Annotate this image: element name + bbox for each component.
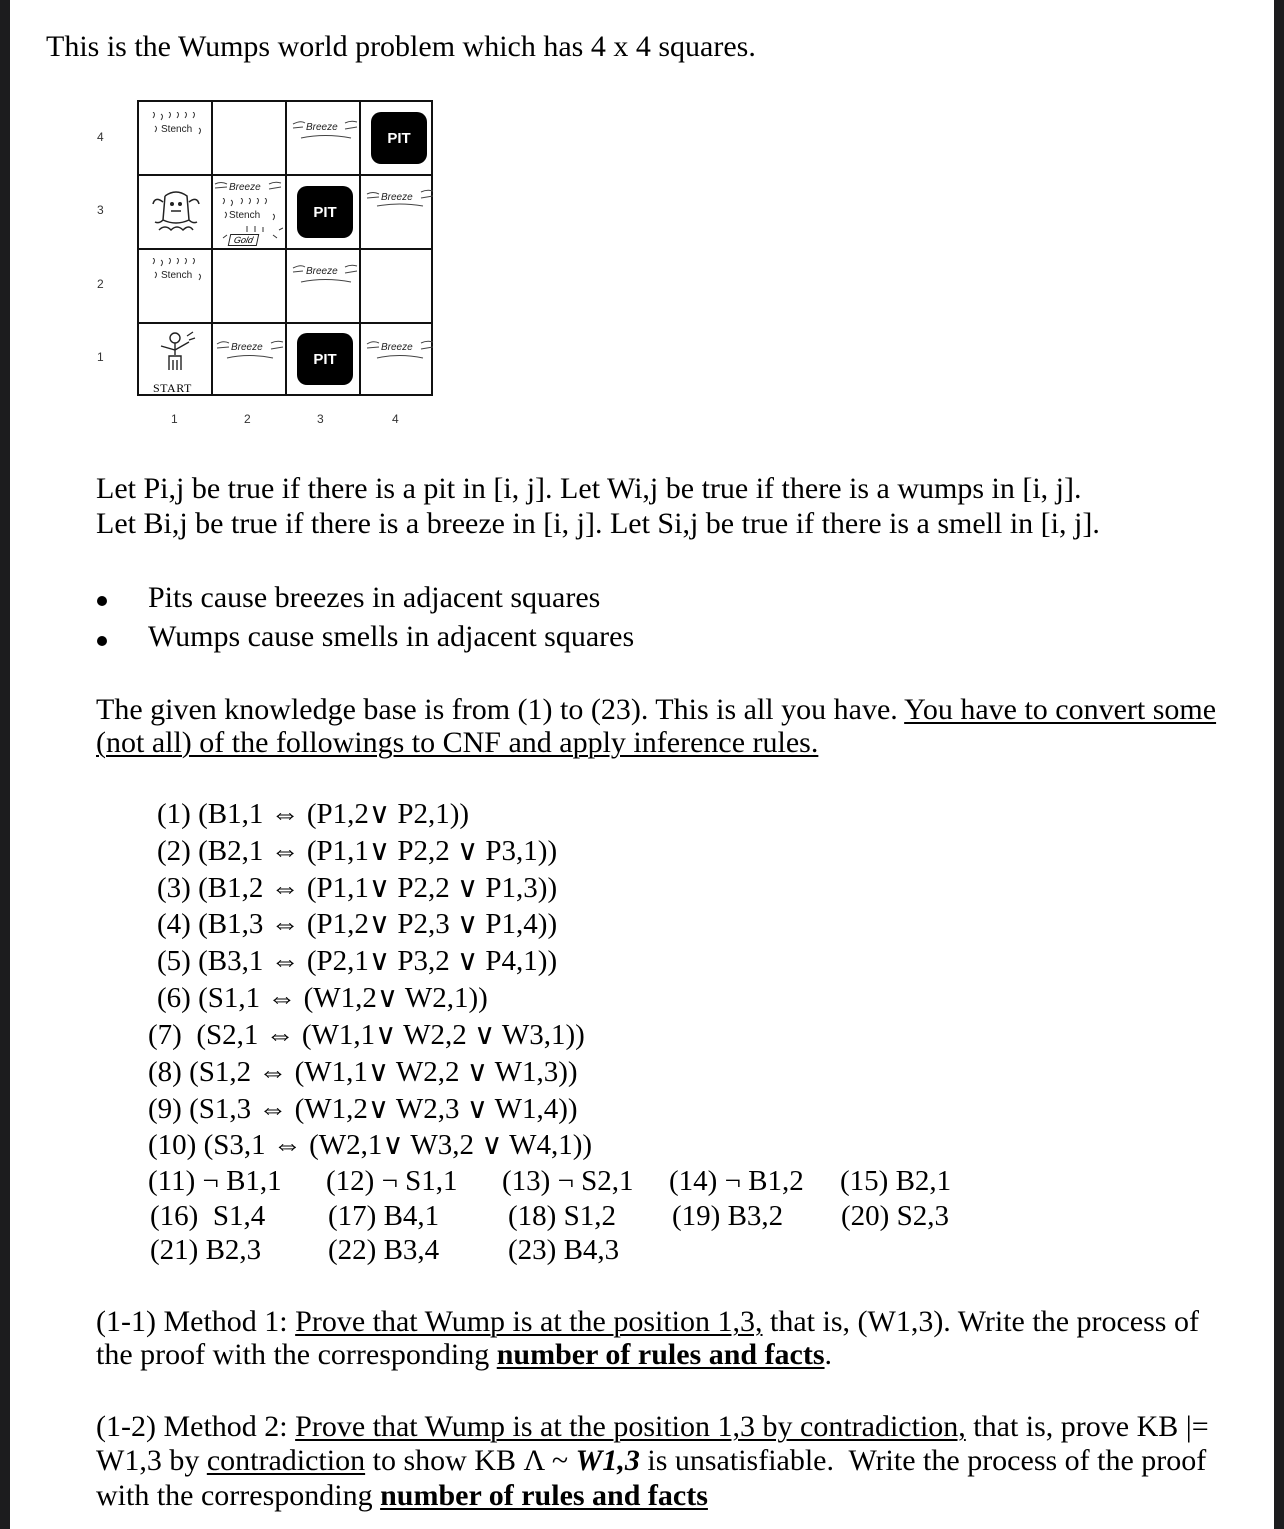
stench-wave-icon	[147, 112, 209, 138]
bullet-dot	[97, 596, 107, 606]
breeze-wave-icon	[365, 336, 435, 362]
start-label: START	[153, 381, 192, 395]
method2-l2a: W1,3 by	[96, 1444, 207, 1477]
rule-6: (6) (S1,1 ⇔ (W1,2∨ W2,1))	[157, 982, 488, 1014]
fact-17: (17) B4,1	[328, 1200, 440, 1232]
col-label: 1	[171, 412, 178, 426]
kb-intro-line2: (not all) of the followings to CNF and apply inference rules.	[96, 726, 819, 759]
row-label: 4	[97, 130, 104, 144]
bullet-text: Pits cause breezes in adjacent squares	[148, 581, 601, 614]
fact-16: (16) S1,4	[150, 1200, 266, 1232]
method2-l3-plain: with the corresponding	[96, 1479, 381, 1512]
method2-mid: that is, prove KB |=	[965, 1410, 1209, 1443]
intro-text: This is the Wumps world problem which has 4 x 4 squares.	[46, 30, 756, 63]
rule-8: (8) (S1,2 ⇔ (W1,1∨ W2,2 ∨ W1,3))	[148, 1056, 578, 1088]
rule-10: (10) (S3,1 ⇔ (W2,1∨ W3,2 ∨ W4,1))	[148, 1129, 593, 1161]
stench-wave-icon	[147, 258, 209, 284]
pit-3-3: PIT	[297, 186, 353, 238]
breeze-label: Breeze	[306, 266, 338, 277]
fact-20: (20) S2,3	[841, 1200, 949, 1232]
grid-line	[139, 174, 431, 176]
definition-line: Let Bi,j be true if there is a breeze in [i, j]. Let Si,j be true if there is a smell in [i, j].	[96, 507, 1100, 540]
method1-underlined: Prove that Wump is at the position 1,3,	[295, 1305, 763, 1338]
gold-label: Gold	[228, 234, 260, 246]
breeze-label: Breeze	[381, 342, 413, 353]
fact-18: (18) S1,2	[508, 1200, 616, 1232]
method2-contradiction: contradiction	[206, 1444, 366, 1477]
fact-15: (15) B2,1	[840, 1165, 952, 1197]
rule-7: (7) (S2,1 ⇔ (W1,1∨ W2,2 ∨ W3,1))	[148, 1019, 585, 1051]
breeze-wave-icon	[291, 116, 359, 142]
method2-l2b: to show KB Λ ~	[365, 1444, 576, 1477]
method2-line3	[96, 1479, 708, 1513]
row-label: 3	[97, 203, 104, 217]
method2-w13: W1,3	[575, 1444, 640, 1477]
method1-prefix: (1-1) Method 1:	[96, 1305, 296, 1338]
method2-prefix: (1-2) Method 2:	[96, 1410, 296, 1443]
bullet-dot	[97, 636, 107, 646]
rule-4: (4) (B1,3 ⇔ (P1,2∨ P2,3 ∨ P1,4))	[157, 908, 558, 940]
col-label: 2	[244, 412, 251, 426]
fact-23: (23) B4,3	[508, 1234, 620, 1266]
fact-22: (22) B3,4	[328, 1234, 440, 1266]
fact-11: (11) ¬ B1,1	[148, 1165, 282, 1197]
method2-line1	[96, 1410, 1209, 1444]
method1-bold: number of rules and facts	[496, 1338, 825, 1371]
kb-intro-line1	[96, 693, 1216, 727]
breeze-wave-icon	[215, 336, 285, 362]
breeze-label: Breeze	[229, 182, 261, 193]
method2-l2c: is unsatisfiable. Write the process of the proof	[639, 1444, 1207, 1477]
breeze-wave-icon	[365, 188, 435, 210]
row-label: 1	[97, 350, 104, 364]
definition-line: Let Pi,j be true if there is a pit in [i, j]. Let Wi,j be true if there is a wumps in [i, j].	[96, 472, 1082, 505]
pit-3-1: PIT	[297, 333, 353, 385]
kb-intro-underlined: You have to convert some	[904, 693, 1217, 726]
rule-2: (2) (B2,1 ⇔ (P1,1∨ P2,2 ∨ P3,1))	[157, 835, 558, 867]
gold-glitter-icon	[219, 224, 283, 248]
grid-line	[139, 248, 431, 250]
grid-board	[137, 100, 433, 396]
method1-end: .	[824, 1338, 833, 1371]
method2-line2	[96, 1444, 1206, 1478]
bullet-text: Wumps cause smells in adjacent squares	[148, 620, 635, 653]
stench-wave-icon	[217, 198, 283, 224]
fact-19: (19) B3,2	[672, 1200, 784, 1232]
rule-3: (3) (B1,2 ⇔ (P1,1∨ P2,2 ∨ P1,3))	[157, 872, 558, 904]
row-label: 2	[97, 277, 104, 291]
col-label: 4	[392, 412, 399, 426]
kb-intro-plain: The given knowledge base is from (1) to (23). This is all you have.	[96, 693, 905, 726]
method1-line2	[96, 1338, 832, 1372]
stench-label: Stench	[161, 270, 193, 281]
breeze-wave-icon	[291, 260, 359, 286]
breeze-wave-icon	[213, 178, 283, 196]
agent-icon	[153, 330, 197, 374]
method1-line1	[96, 1305, 1199, 1339]
pit-3-4: PIT	[371, 112, 427, 164]
method1-mid: that is, (W1,3). Write the process of	[762, 1305, 1199, 1338]
breeze-label: Breeze	[306, 122, 338, 133]
fact-14: (14) ¬ B1,2	[669, 1165, 804, 1197]
document-page	[10, 0, 1274, 1529]
fact-12: (12) ¬ S1,1	[326, 1165, 458, 1197]
stench-label: Stench	[229, 210, 261, 221]
method2-underlined: Prove that Wump is at the position 1,3 by contradiction,	[295, 1410, 966, 1443]
breeze-label: Breeze	[381, 192, 413, 203]
fact-13: (13) ¬ S2,1	[502, 1165, 634, 1197]
rule-5: (5) (B3,1 ⇔ (P2,1∨ P3,2 ∨ P4,1))	[157, 945, 558, 977]
wumpus-icon	[149, 186, 203, 240]
stench-label: Stench	[161, 124, 193, 135]
breeze-label: Breeze	[231, 342, 263, 353]
rule-9: (9) (S1,3 ⇔ (W1,2∨ W2,3 ∨ W1,4))	[148, 1093, 578, 1125]
fact-21: (21) B2,3	[150, 1234, 262, 1266]
rule-1: (1) (B1,1 ⇔ (P1,2∨ P2,1))	[157, 798, 470, 830]
method2-l3-bold: number of rules and facts	[380, 1479, 708, 1512]
method1-plain: the proof with the corresponding	[96, 1338, 497, 1371]
grid-line	[139, 322, 431, 324]
col-label: 3	[317, 412, 324, 426]
